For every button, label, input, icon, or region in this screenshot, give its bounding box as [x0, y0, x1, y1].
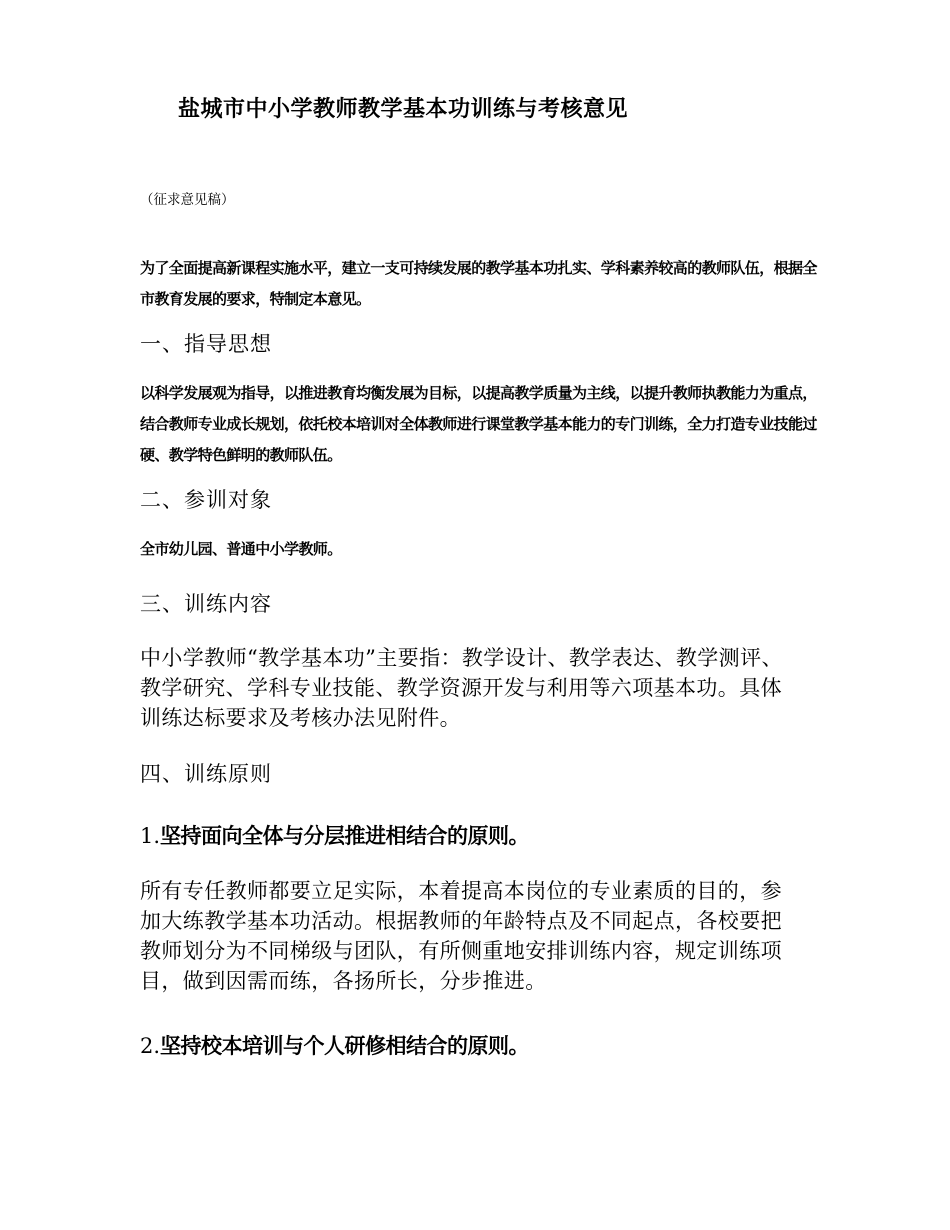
section-body-training-content: 中小学教师“教学基本功”主要指：教学设计、教学表达、教学测评、教学研究、学科专业技能、教学资源开发与利用等六项基本功。具体训练达标要求及考核办法见附件。	[140, 646, 783, 730]
section-body-guiding-thought: 以科学发展观为指导，以推进教育均衡发展为目标，以提高教学质量为主线，以提升教师执教能力为重点，结合教师专业成长规划，依托校本培训对全体教师进行课堂教学基本能力的专门训练，全力打造专业技能过硬、教学特色鲜明的教师队伍。	[140, 384, 817, 464]
section-heading-training-content: 三、训练内容	[140, 592, 272, 616]
principle-2-number: 2.	[140, 1034, 161, 1058]
principle-1-heading	[140, 820, 529, 850]
section-heading-training-principles: 四、训练原则	[140, 762, 272, 786]
intro-paragraph: 为了全面提高新课程实施水平，建立一支可持续发展的教学基本功扎实、学科素养较高的教师队伍，根据全市教育发展的要求，特制定本意见。	[140, 259, 817, 308]
document-subtitle: （征求意见稿）	[140, 192, 235, 208]
section-body-participants: 全市幼儿园、普通中小学教师。	[140, 540, 342, 558]
section-heading-participants: 二、参训对象	[140, 488, 272, 512]
section-heading-guiding-thought: 一、指导思想	[140, 332, 272, 356]
principle-1-title: 坚持面向全体与分层推进相结合的原则。	[160, 824, 530, 848]
principle-2-title: 坚持校本培训与个人研修相结合的原则。	[160, 1034, 530, 1058]
document-title: 盐城市中小学教师教学基本功训练与考核意见	[178, 97, 629, 122]
principle-1-body: 所有专任教师都要立足实际，本着提高本岗位的专业素质的目的，参加大练教学基本功活动。根据教师的年龄特点及不同起点，各校要把教师划分为不同梯级与团队，有所侧重地安排训练内容，规定训练项目，做到因需而练，各扬所长，分步推进。	[140, 879, 782, 993]
principle-1-number: 1.	[140, 824, 161, 848]
principle-2-heading	[140, 1030, 529, 1060]
